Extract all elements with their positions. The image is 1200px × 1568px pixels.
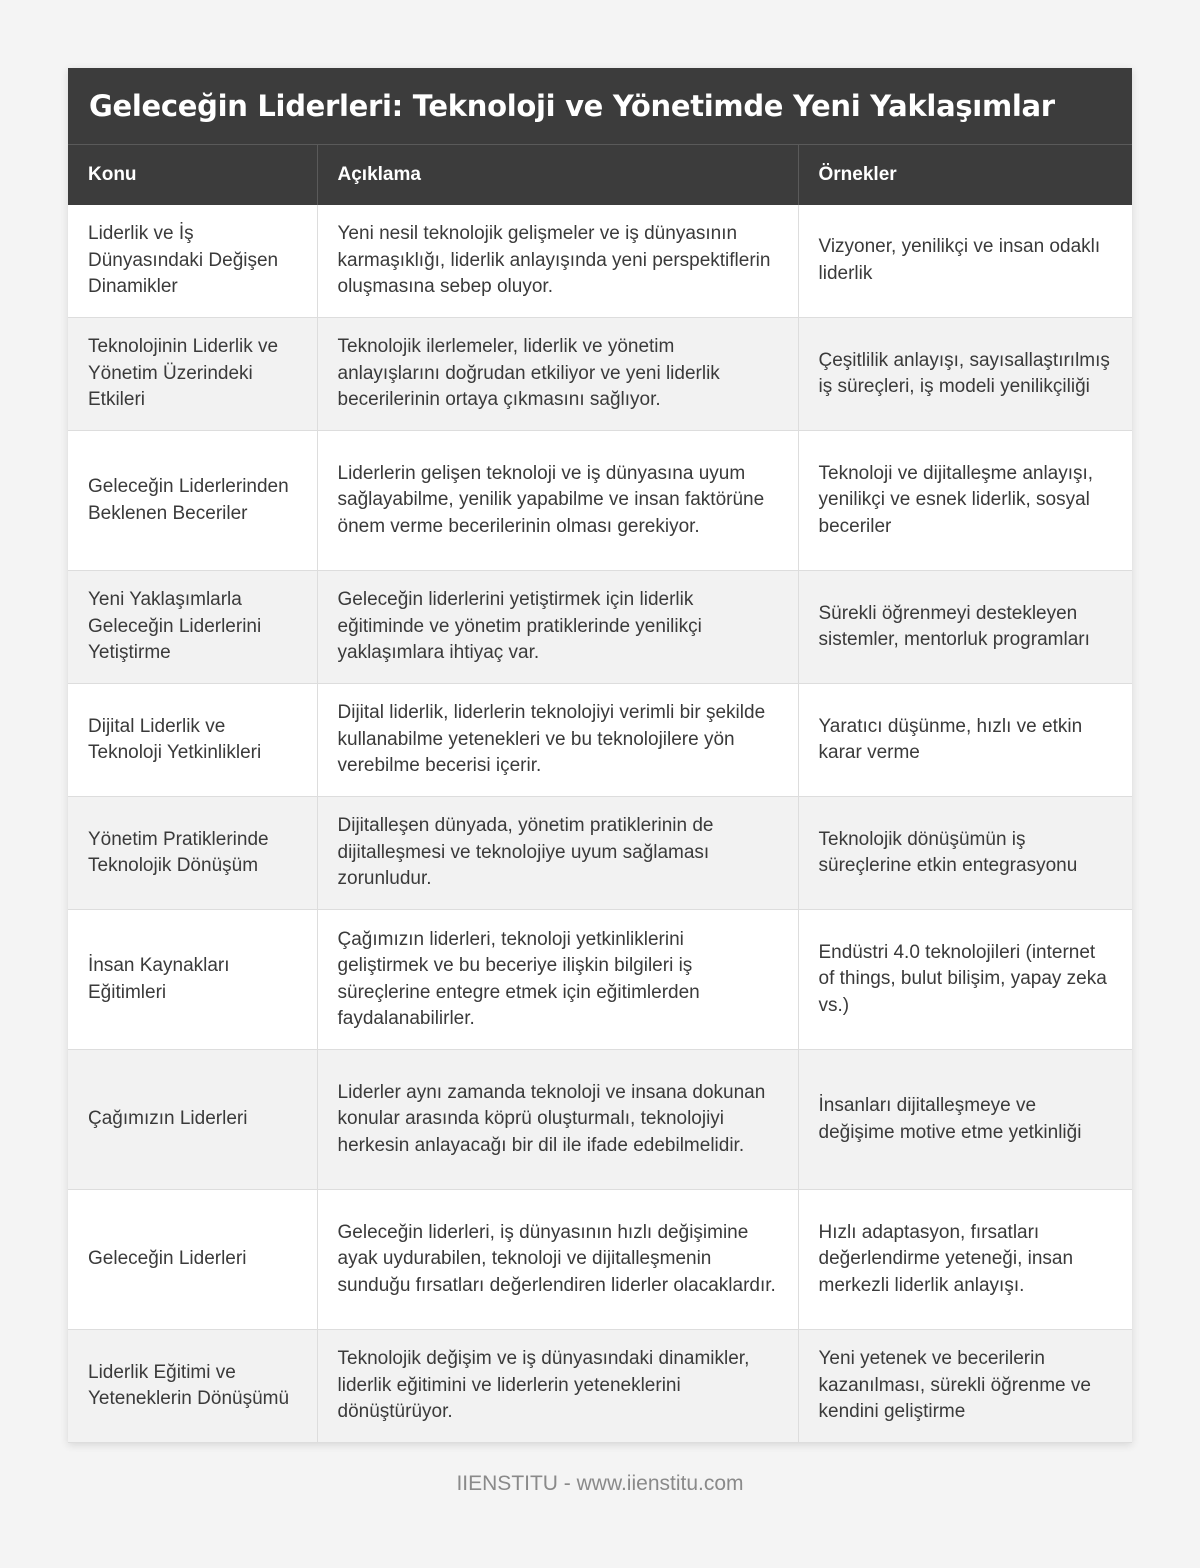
table-row bbox=[68, 684, 1132, 797]
header-aciklama: Açıklama bbox=[317, 145, 798, 205]
footer-credit: IIENSTITU - www.iienstitu.com bbox=[456, 1472, 744, 1495]
cell-ornekler: Teknolojik dönüşümün iş süreçlerine etkin entegrasyonu bbox=[798, 797, 1132, 910]
table-row bbox=[68, 1330, 1132, 1443]
table-row bbox=[68, 1050, 1132, 1190]
cell-ornekler: Hızlı adaptasyon, fırsatları değerlendirme yeteneği, insan merkezli liderlik anlayışı. bbox=[798, 1190, 1132, 1330]
table-header-row bbox=[68, 145, 1132, 205]
table-row bbox=[68, 318, 1132, 431]
cell-konu: Dijital Liderlik ve Teknoloji Yetkinlikleri bbox=[68, 684, 317, 797]
cell-aciklama: Teknolojik değişim ve iş dünyasındaki dinamikler, liderlik eğitimini ve liderlerin yeteneklerini dönüştürüyor. bbox=[317, 1330, 798, 1443]
cell-konu: Liderlik Eğitimi ve Yeteneklerin Dönüşümü bbox=[68, 1330, 317, 1443]
cell-konu: Teknolojinin Liderlik ve Yönetim Üzerindeki Etkileri bbox=[68, 318, 317, 431]
page-title: Geleceğin Liderleri: Teknoloji ve Yönetimde Yeni Yaklaşımlar bbox=[89, 89, 1055, 123]
cell-aciklama: Yeni nesil teknolojik gelişmeler ve iş dünyasının karmaşıklığı, liderlik anlayışında yeni perspektiflerin oluşmasına sebep oluyor. bbox=[317, 205, 798, 318]
table-row bbox=[68, 1190, 1132, 1330]
cell-aciklama: Dijital liderlik, liderlerin teknolojiyi verimli bir şekilde kullanabilme yetenekleri ve bu teknolojilere yön verebilme becerisi içerir. bbox=[317, 684, 798, 797]
cell-ornekler: Vizyoner, yenilikçi ve insan odaklı liderlik bbox=[798, 205, 1132, 318]
header-ornekler: Örnekler bbox=[798, 145, 1132, 205]
cell-ornekler: Endüstri 4.0 teknolojileri (internet of things, bulut bilişim, yapay zeka vs.) bbox=[798, 910, 1132, 1050]
cell-konu: Yeni Yaklaşımlarla Geleceğin Liderlerini Yetiştirme bbox=[68, 571, 317, 684]
cell-konu: Geleceğin Liderleri bbox=[68, 1190, 317, 1330]
cell-ornekler: Yeni yetenek ve becerilerin kazanılması, sürekli öğrenme ve kendini geliştirme bbox=[798, 1330, 1132, 1443]
table-row bbox=[68, 431, 1132, 571]
table-row bbox=[68, 571, 1132, 684]
content-card bbox=[68, 68, 1132, 1443]
cell-aciklama: Teknolojik ilerlemeler, liderlik ve yönetim anlayışlarını doğrudan etkiliyor ve yeni liderlik becerilerinin ortaya çıkmasını sağlıyor. bbox=[317, 318, 798, 431]
cell-konu: Liderlik ve İş Dünyasındaki Değişen Dinamikler bbox=[68, 205, 317, 318]
cell-ornekler: Çeşitlilik anlayışı, sayısallaştırılmış iş süreçleri, iş modeli yenilikçiliği bbox=[798, 318, 1132, 431]
cell-konu: Çağımızın Liderleri bbox=[68, 1050, 317, 1190]
cell-ornekler: Sürekli öğrenmeyi destekleyen sistemler, mentorluk programları bbox=[798, 571, 1132, 684]
cell-ornekler: Yaratıcı düşünme, hızlı ve etkin karar verme bbox=[798, 684, 1132, 797]
cell-aciklama: Dijitalleşen dünyada, yönetim pratiklerinin de dijitalleşmesi ve teknolojiye uyum sağlaması zorunludur. bbox=[317, 797, 798, 910]
cell-aciklama: Geleceğin liderleri, iş dünyasının hızlı değişimine ayak uydurabilen, teknoloji ve dijitalleşmenin sunduğu fırsatları değerlendiren liderler olacaklardır. bbox=[317, 1190, 798, 1330]
header-konu: Konu bbox=[68, 145, 317, 205]
table-row bbox=[68, 205, 1132, 318]
table-row bbox=[68, 797, 1132, 910]
cell-ornekler: İnsanları dijitalleşmeye ve değişime motive etme yetkinliği bbox=[798, 1050, 1132, 1190]
table-row bbox=[68, 910, 1132, 1050]
title-bar bbox=[68, 68, 1132, 144]
cell-aciklama: Geleceğin liderlerini yetiştirmek için liderlik eğitiminde ve yönetim pratiklerinde yenilikçi yaklaşımlara ihtiyaç var. bbox=[317, 571, 798, 684]
cell-ornekler: Teknoloji ve dijitalleşme anlayışı, yenilikçi ve esnek liderlik, sosyal beceriler bbox=[798, 431, 1132, 571]
cell-aciklama: Liderlerin gelişen teknoloji ve iş dünyasına uyum sağlayabilme, yenilik yapabilme ve insan faktörüne önem verme becerilerinin olması gerekiyor. bbox=[317, 431, 798, 571]
cell-aciklama: Liderler aynı zamanda teknoloji ve insana dokunan konular arasında köprü oluşturmalı, teknolojiyi herkesin anlayacağı bir dil ile ifade edebilmelidir. bbox=[317, 1050, 798, 1190]
cell-konu: İnsan Kaynakları Eğitimleri bbox=[68, 910, 317, 1050]
data-table bbox=[68, 144, 1132, 1443]
cell-konu: Yönetim Pratiklerinde Teknolojik Dönüşüm bbox=[68, 797, 317, 910]
cell-aciklama: Çağımızın liderleri, teknoloji yetkinliklerini geliştirmek ve bu beceriye ilişkin bilgileri iş süreçlerine entegre etmek için eğitimlerden faydalanabilirler. bbox=[317, 910, 798, 1050]
cell-konu: Geleceğin Liderlerinden Beklenen Beceriler bbox=[68, 431, 317, 571]
